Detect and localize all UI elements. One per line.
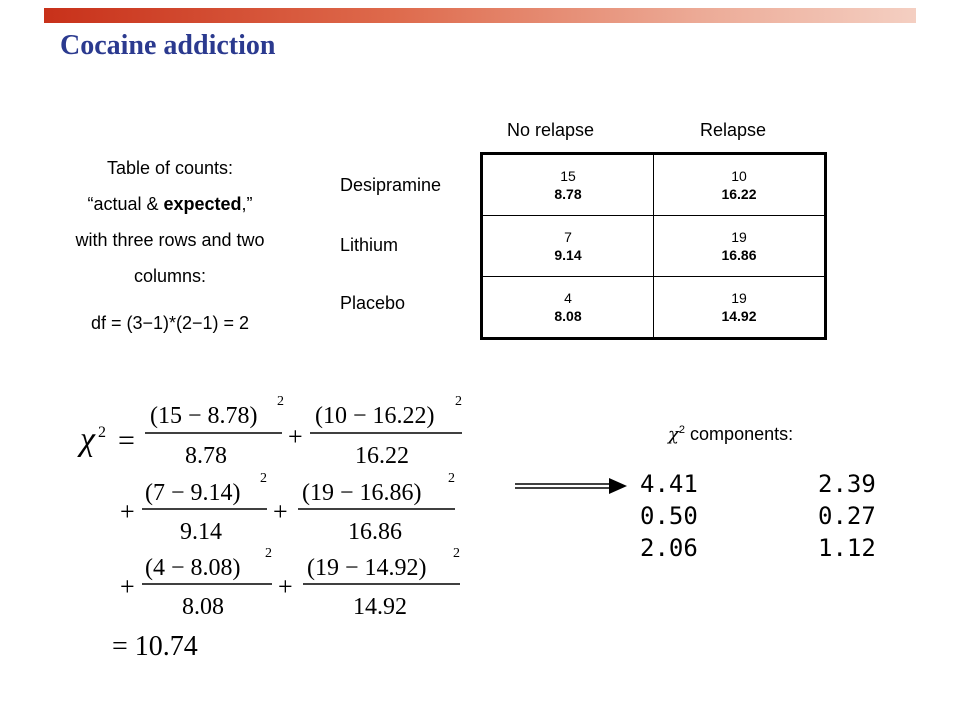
plus-sign: + [120,497,135,526]
description-line-4: columns: [133,266,207,286]
right-arrow-icon [515,475,630,497]
actual-count: 15 [560,168,576,184]
equation-result: = 10.74 [112,631,198,662]
degrees-of-freedom: df = (3−1)*(2−1) = 2 [90,313,250,333]
term-denominator: 16.86 [348,519,402,545]
component-value: 0.50 [640,502,698,530]
row-label-desipramine: Desipramine [340,175,442,195]
term-exponent: 2 [265,546,272,561]
table-row [482,277,826,339]
expected-count: 8.08 [554,308,582,324]
table-row [482,216,826,277]
list-item [640,502,876,534]
term-exponent: 2 [455,394,462,409]
plus-sign: + [273,497,288,526]
actual-count: 7 [564,229,572,245]
term-numerator: (7 − 9.14) [145,480,241,506]
table-cell [482,154,654,216]
components-title-text: components: [685,424,794,444]
component-value: 4.41 [640,470,698,498]
expected-count: 8.78 [554,186,582,202]
term-exponent: 2 [453,546,460,561]
table-cell [654,154,826,216]
list-item [640,534,876,566]
table-description [30,150,310,294]
description-line-2-prefix: “actual & [87,194,164,214]
actual-count: 19 [731,290,747,306]
expected-count: 14.92 [721,308,757,324]
column-header-relapse: Relapse [700,120,767,140]
title-accent-bar [44,8,916,23]
term-denominator: 16.22 [355,443,409,469]
description-line-1: Table of counts: [106,158,234,178]
row-label-placebo: Placebo [340,293,406,313]
term-exponent: 2 [277,394,284,409]
component-value: 2.06 [640,534,698,562]
components-title [668,424,793,445]
chi-exponent: 2 [98,424,106,441]
term-denominator: 8.78 [185,443,227,469]
term-denominator: 8.08 [182,594,224,620]
components-chi-symbol: χ [668,424,679,445]
term-numerator: (4 − 8.08) [145,555,241,581]
chi-square-equation [70,385,490,665]
component-value: 2.39 [818,470,876,498]
term-denominator: 9.14 [180,519,222,545]
plus-sign: + [288,422,303,451]
components-grid [640,470,876,566]
term-numerator: (19 − 14.92) [307,555,427,581]
description-expected-bold: expected [163,194,242,214]
list-item [640,470,876,502]
table-cell [654,277,826,339]
actual-count: 10 [731,168,747,184]
actual-count: 4 [564,290,572,306]
description-line-2 [30,186,310,222]
expected-count: 16.86 [721,247,757,263]
table-cell [654,216,826,277]
description-line-2-suffix: ,” [241,194,253,214]
counts-table [480,152,827,340]
expected-count: 16.22 [721,186,757,202]
plus-sign: + [120,572,135,601]
plus-sign: + [278,572,293,601]
row-label-lithium: Lithium [340,235,399,255]
term-numerator: (19 − 16.86) [302,480,422,506]
term-numerator: (10 − 16.22) [315,403,435,429]
components-chi-exponent: 2 [678,424,686,436]
table-cell [482,277,654,339]
table-cell [482,216,654,277]
term-exponent: 2 [448,471,455,486]
equals-sign: = [118,424,135,457]
description-line-3: with three rows and two [75,230,265,250]
term-numerator: (15 − 8.78) [150,403,258,429]
component-value: 1.12 [818,534,876,562]
slide-title: Cocaine addiction [60,30,276,61]
term-exponent: 2 [260,471,267,486]
chi-symbol: χ [80,421,95,458]
actual-count: 19 [731,229,747,245]
table-row [482,154,826,216]
expected-count: 9.14 [554,247,582,263]
column-header-no-relapse: No relapse [507,120,595,140]
term-denominator: 14.92 [353,594,407,620]
component-value: 0.27 [818,502,876,530]
